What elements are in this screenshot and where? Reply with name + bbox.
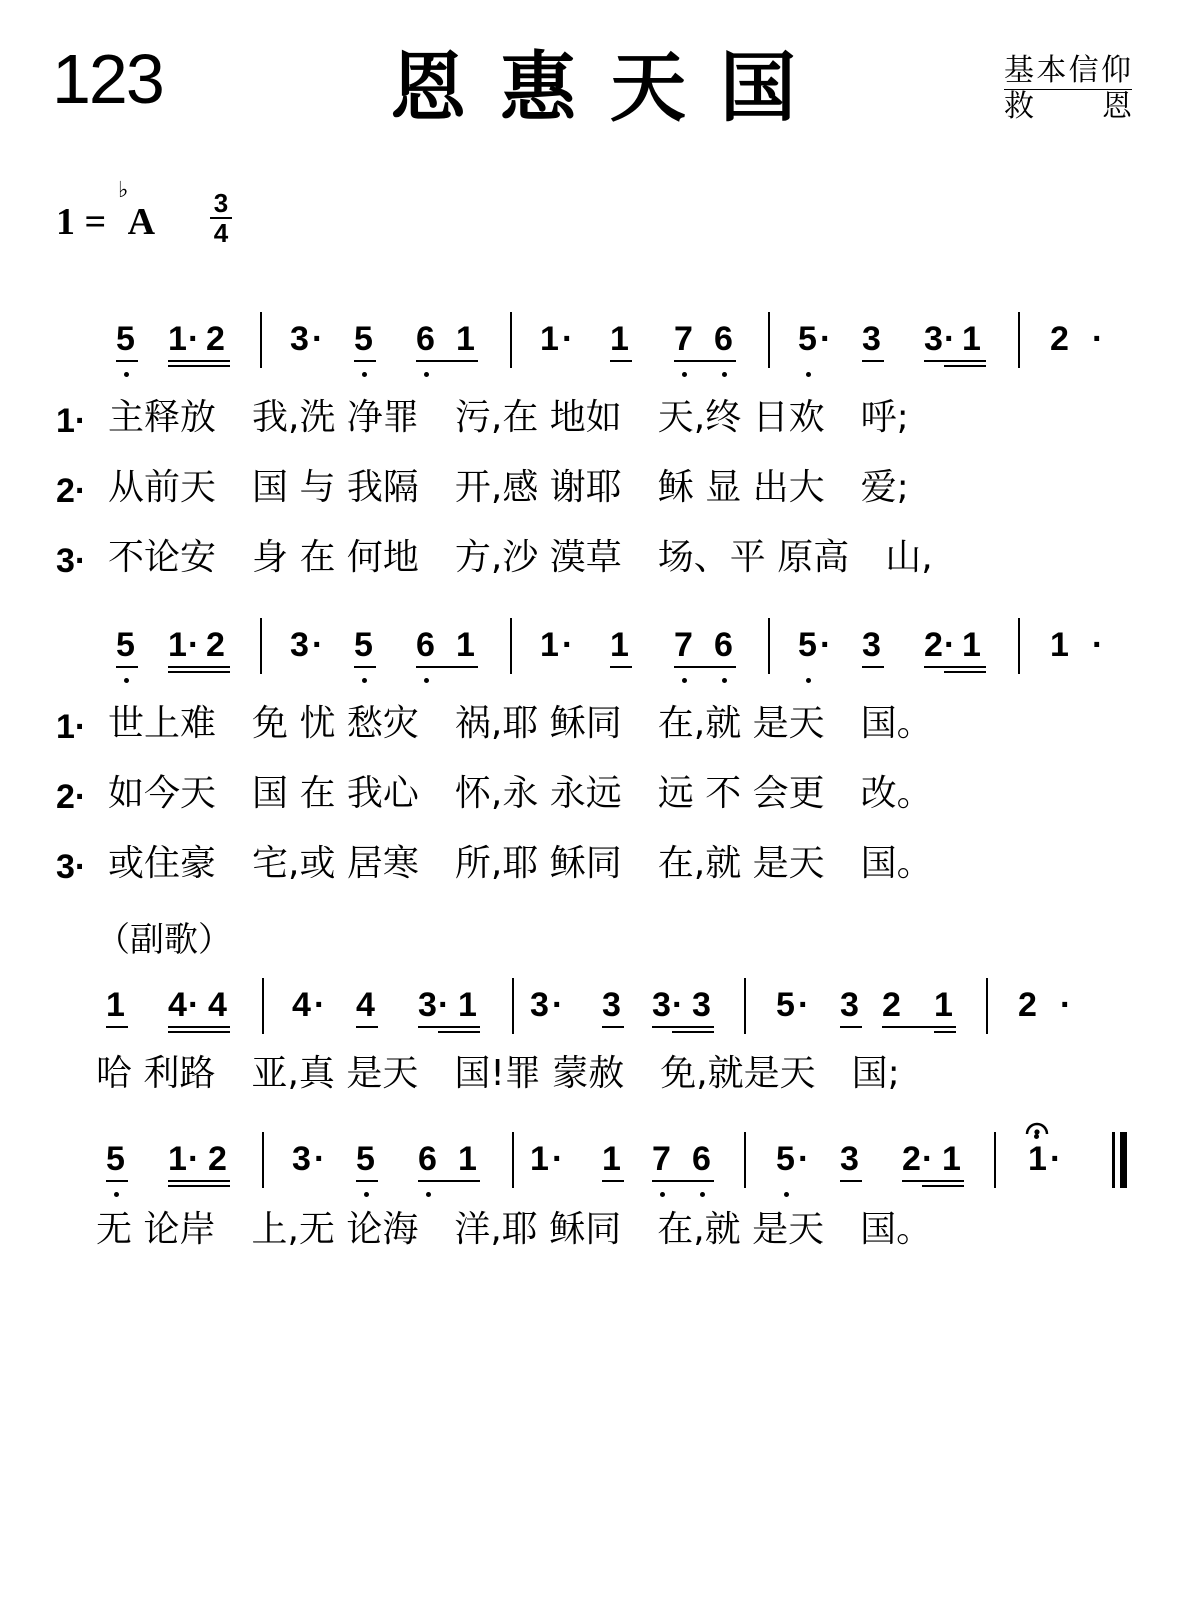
note: 3 <box>692 986 711 1024</box>
verse-number: 3· <box>56 542 87 580</box>
note: 7 <box>652 1140 671 1178</box>
note: 2 <box>1050 320 1069 358</box>
note: 3 <box>840 1140 859 1178</box>
time-signature <box>210 190 232 246</box>
dot: · <box>820 626 832 664</box>
note: 7 <box>674 320 693 358</box>
dot: · <box>312 626 324 664</box>
note: 1 <box>530 1140 549 1178</box>
hymn-number: 123 <box>52 40 163 118</box>
dot: · <box>944 320 956 358</box>
verse-2-lyrics: 从前天 国 与 我隔 开,感 谢耶 稣 显 出大 爱; <box>108 467 909 508</box>
note: 2 <box>902 1140 921 1178</box>
note: 6 <box>714 320 733 358</box>
note: 6 <box>418 1140 437 1178</box>
note: 7 <box>674 626 693 664</box>
note: 3 <box>602 986 621 1024</box>
note: 4 <box>208 986 227 1024</box>
category-block <box>1004 54 1132 124</box>
note: 1 <box>934 986 953 1024</box>
note: 5 <box>356 1140 375 1178</box>
chorus-lyrics-2: 无 论岸 上,无 论海 洋,耶 稣同 在,就 是天 国。 <box>96 1209 933 1250</box>
note: 1 <box>458 1140 477 1178</box>
dot: · <box>552 1140 564 1178</box>
dot: · <box>1092 626 1104 664</box>
note: 4 <box>356 986 375 1024</box>
note: 5 <box>776 1140 795 1178</box>
chorus-lyrics-1: 哈 利路 亚,真 是天 国!罪 蒙赦 免,就是天 国; <box>96 1053 900 1094</box>
note: 1 <box>962 320 981 358</box>
key-name: A <box>127 201 156 243</box>
note: 5 <box>354 626 373 664</box>
note: 1 <box>610 626 629 664</box>
note: 5 <box>798 320 817 358</box>
note: 6 <box>416 626 435 664</box>
time-bottom: 4 <box>213 218 229 248</box>
note: 3 <box>862 626 881 664</box>
verse-number: 1· <box>56 708 87 746</box>
note: 1 <box>168 626 187 664</box>
subcategory-label: 救 恩 <box>1004 89 1132 124</box>
dot: · <box>1060 986 1072 1024</box>
note: 4 <box>292 986 311 1024</box>
dot: · <box>312 320 324 358</box>
note: 1 <box>168 1140 187 1178</box>
note: 3 <box>418 986 437 1024</box>
notation-system-4 <box>0 1132 1200 1192</box>
dot: · <box>552 986 564 1024</box>
final-barline-thick <box>1120 1132 1127 1188</box>
note: 5 <box>106 1140 125 1178</box>
dot: · <box>188 626 200 664</box>
dot: · <box>188 1140 200 1178</box>
verse-3-lyrics: 或住豪 宅,或 居寒 所,耶 稣同 在,就 是天 国。 <box>108 843 933 884</box>
note: 2 <box>1018 986 1037 1024</box>
note: 3 <box>290 626 309 664</box>
dot: · <box>798 986 810 1024</box>
note: 5 <box>798 626 817 664</box>
dot: · <box>562 626 574 664</box>
key-signature <box>56 200 155 244</box>
dot: · <box>314 986 326 1024</box>
note: 2 <box>206 320 225 358</box>
time-top: 3 <box>213 188 229 218</box>
verse-number: 2· <box>56 472 87 510</box>
note: 1 <box>942 1140 961 1178</box>
note: 1 <box>168 320 187 358</box>
note: 3 <box>862 320 881 358</box>
dot: · <box>314 1140 326 1178</box>
notation-system-2 <box>0 618 1200 678</box>
key-tonic: 1 = <box>56 201 107 243</box>
note: 2 <box>208 1140 227 1178</box>
final-barline-thin <box>1112 1132 1115 1188</box>
verse-1-lyrics: 世上难 免 忧 愁灾 祸,耶 稣同 在,就 是天 国。 <box>108 703 933 744</box>
note: 3 <box>840 986 859 1024</box>
note: 2 <box>206 626 225 664</box>
verse-number: 1· <box>56 402 87 440</box>
note: 1 <box>540 626 559 664</box>
note: 1 <box>456 320 475 358</box>
chorus-label: （副歌） <box>96 920 232 960</box>
note: 2 <box>924 626 943 664</box>
hymn-title: 恩惠天国 <box>390 43 830 132</box>
note: 3 <box>924 320 943 358</box>
note: 1 <box>1028 1140 1047 1178</box>
dot: · <box>922 1140 934 1178</box>
verse-3-lyrics: 不论安 身 在 何地 方,沙 漠草 场、平 原高 山, <box>108 537 933 578</box>
note: 1 <box>610 320 629 358</box>
note: 6 <box>692 1140 711 1178</box>
dot: · <box>188 320 200 358</box>
dot: · <box>562 320 574 358</box>
verse-2-lyrics: 如今天 国 在 我心 怀,永 永远 远 不 会更 改。 <box>108 773 933 814</box>
dot: · <box>672 986 684 1024</box>
dot: · <box>798 1140 810 1178</box>
flat-sign-icon: ♭ <box>118 178 129 203</box>
note: 5 <box>776 986 795 1024</box>
notation-system-3 <box>0 978 1200 1038</box>
note: 3 <box>292 1140 311 1178</box>
verse-number: 2· <box>56 778 87 816</box>
note: 1 <box>962 626 981 664</box>
dot: · <box>438 986 450 1024</box>
verse-number: 3· <box>56 848 87 886</box>
notation-system-1 <box>0 312 1200 372</box>
note: 6 <box>714 626 733 664</box>
dot: · <box>1092 320 1104 358</box>
note: 3 <box>530 986 549 1024</box>
note: 1 <box>456 626 475 664</box>
note: 2 <box>882 986 901 1024</box>
dot: · <box>188 986 200 1024</box>
category-label: 基本信仰 <box>1004 53 1132 88</box>
dot: · <box>820 320 832 358</box>
note: 5 <box>116 320 135 358</box>
dot: · <box>944 626 956 664</box>
note: 3 <box>652 986 671 1024</box>
note: 3 <box>290 320 309 358</box>
dot: · <box>1050 1140 1062 1178</box>
note: 1 <box>602 1140 621 1178</box>
note: 5 <box>116 626 135 664</box>
note: 1 <box>106 986 125 1024</box>
verse-1-lyrics: 主释放 我,洗 净罪 污,在 地如 天,终 日欢 呼; <box>108 397 909 438</box>
note: 1 <box>540 320 559 358</box>
note: 5 <box>354 320 373 358</box>
note: 6 <box>416 320 435 358</box>
note: 1 <box>458 986 477 1024</box>
note: 1 <box>1050 626 1069 664</box>
note: 4 <box>168 986 187 1024</box>
